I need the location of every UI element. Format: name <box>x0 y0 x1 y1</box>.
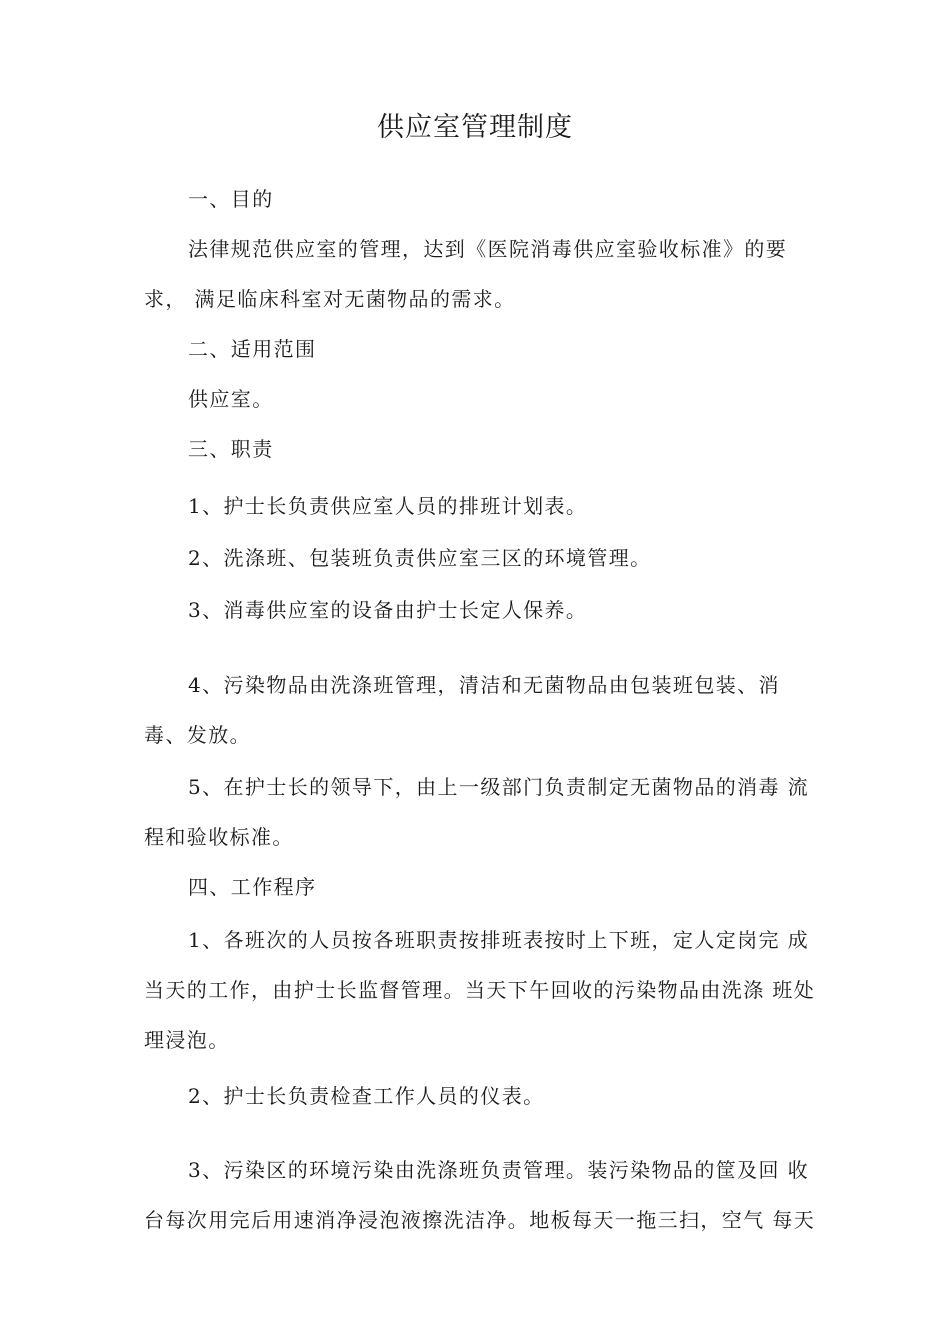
section-heading-procedure: 四、工作程序 <box>188 875 317 899</box>
document-title: 供应室管理制度 <box>377 112 573 143</box>
paragraph-line: 1、各班次的人员按各班职责按排班表按时上下班，定人定岗完 成 <box>188 928 810 952</box>
paragraph-scope: 供应室。 <box>188 387 274 411</box>
paragraph-purpose <box>144 224 820 324</box>
paragraph-line: 4、污染物品由洗涤班管理，清洁和无菌物品由包装班包装、消 <box>188 673 780 697</box>
list-item-duty-4 <box>144 660 820 760</box>
paragraph-line: 5、在护士长的领导下，由上一级部门负责制定无菌物品的消毒 流 <box>188 775 810 799</box>
section-heading-duties: 三、职责 <box>188 437 274 461</box>
paragraph-line: 3、污染区的环境污染由洗涤班负责管理。装污染物品的筐及回 收 <box>188 1158 810 1182</box>
paragraph-line: 台每次用完后用速消净浸泡液擦洗洁净。地板每天一拖三扫，空气 每天 <box>144 1208 816 1232</box>
paragraph-line: 法律规范供应室的管理，达到《医院消毒供应室验收标准》的要 <box>188 237 788 261</box>
section-heading-purpose: 一、目的 <box>188 187 274 211</box>
list-item-duty-3: 3、消毒供应室的设备由护士长定人保养。 <box>188 598 588 622</box>
list-item-duty-5 <box>144 762 820 862</box>
list-item-duty-2: 2、洗涤班、包装班负责供应室三区的环境管理。 <box>188 546 652 570</box>
list-item-procedure-3 <box>144 1145 820 1245</box>
paragraph-line: 求， 满足临床科室对无菌物品的需求。 <box>144 287 516 311</box>
list-item-procedure-2: 2、护士长负责检查工作人员的仪表。 <box>188 1084 545 1108</box>
section-heading-scope: 二、适用范围 <box>188 337 317 361</box>
paragraph-line: 程和验收标准。 <box>144 825 294 849</box>
list-item-duty-1: 1、护士长负责供应室人员的排班计划表。 <box>188 494 588 518</box>
paragraph-line: 理浸泡。 <box>144 1028 230 1052</box>
list-item-procedure-1 <box>144 915 820 1065</box>
paragraph-line: 当天的工作，由护士长监督管理。当天下午回收的污染物品由洗涤 班处 <box>144 978 816 1002</box>
paragraph-line: 毒、发放。 <box>144 723 251 747</box>
